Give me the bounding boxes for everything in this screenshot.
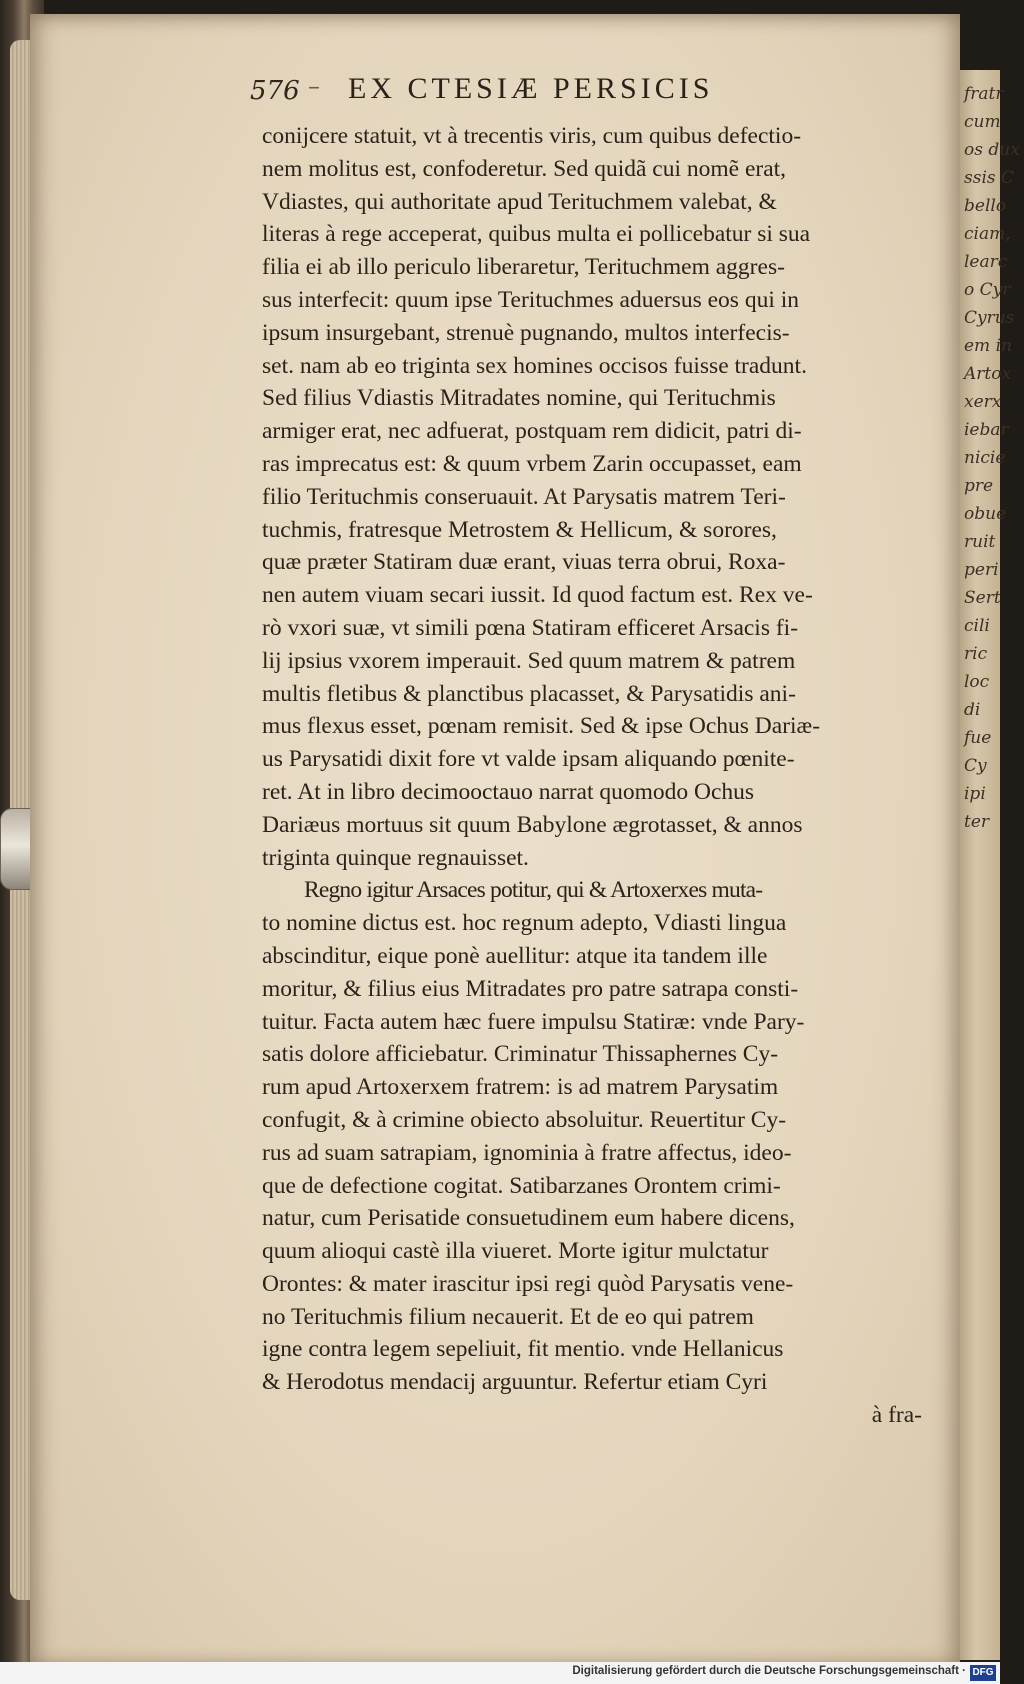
text-line: & Herodotus mendacij arguuntur. Refertur etiam Cyri: [262, 1369, 768, 1396]
header-dash: –: [308, 72, 320, 100]
text-line: Dariæus mortuus sit quum Babylone ægrotasset, & annos: [262, 811, 803, 838]
right-page-fragment: Artox: [964, 364, 1012, 384]
right-page-fragment: obue: [964, 504, 1007, 524]
right-page-fragment: peri: [964, 560, 999, 580]
text-line: Vdiastes, qui authoritate apud Terituchmem valebat, &: [262, 188, 777, 215]
right-page-fragment: o Cyr: [964, 280, 1011, 300]
right-page-fragment: ciam,: [964, 224, 1011, 244]
text-line: multis fletibus & planctibus placasset, & Parysatidis ani-: [262, 680, 796, 707]
footer-credit: Digitalisierung gefördert durch die Deutsche Forschungsgemeinschaft ·: [572, 1665, 966, 1677]
text-line: ipsum insurgebant, strenuè pugnando, multos interfecis-: [262, 319, 790, 346]
text-line: nen autem viuam secari iussit. Id quod factum est. Rex ve-: [262, 582, 813, 609]
right-page-fragment: em in: [964, 336, 1012, 356]
body-text: [262, 120, 922, 1432]
text-line: Orontes: & mater irascitur ipsi regi quòd Parysatis vene-: [262, 1270, 794, 1297]
text-line: natur, cum Perisatide consuetudinem eum habere dicens,: [262, 1205, 795, 1232]
text-line: quum alioqui castè illa viueret. Morte igitur mulctatur: [262, 1238, 769, 1265]
text-line: Sed filius Vdiastis Mitradates nomine, qui Terituchmis: [262, 385, 776, 412]
text-line: no Terituchmis filium necauerit. Et de eo qui patrem: [262, 1303, 754, 1330]
text-line: ret. At in libro decimooctauo narrat quomodo Ochus: [262, 778, 755, 805]
text-line: nem molitus est, confoderetur. Sed quidã cui nomẽ erat,: [262, 155, 787, 182]
right-page-fragment: ruit: [964, 532, 996, 552]
catchword: à fra-: [871, 1402, 922, 1429]
text-line: Regno igitur Arsaces potitur, qui & Artoxerxes muta-: [304, 877, 763, 904]
text-line: abscinditur, eique ponè auellitur: atque ita tandem ille: [262, 942, 768, 969]
right-page-fragment: iebar: [964, 420, 1009, 440]
right-page-fragment: di: [964, 700, 981, 720]
right-page-fragment: ipi: [964, 784, 986, 804]
text-line: ras imprecatus est: & quum vrbem Zarin occupasset, eam: [262, 450, 802, 477]
digitization-footer: [0, 1662, 1000, 1684]
right-page-fragment: ssis C: [964, 168, 1015, 188]
right-page-fragment: learc: [964, 252, 1008, 272]
right-page-fragment: cili: [964, 616, 990, 636]
text-line: quæ præter Statiram duæ erant, viuas terra obrui, Roxa-: [262, 549, 786, 576]
text-line: conijcere statuit, vt à trecentis viris, cum quibus defectio-: [262, 123, 802, 149]
text-line: rus ad suam satrapiam, ignominia à fratre affectus, ideo-: [262, 1139, 792, 1166]
right-page-fragment: cum: [964, 112, 1001, 132]
text-line: moritur, & filius eius Mitradates pro patre satrapa consti-: [262, 975, 799, 1002]
right-page-fragment: ter: [964, 812, 990, 832]
text-line: que de defectione cogitat. Satibarzanes Orontem crimi-: [262, 1172, 781, 1199]
text-line: satis dolore afficiebatur. Criminatur Thissaphernes Cy-: [262, 1041, 779, 1068]
right-page-fragment: os dux: [964, 140, 1020, 160]
text-line: us Parysatidi dixit fore vt valde ipsam aliquando pœnite-: [262, 746, 795, 773]
text-line: igne contra legem sepeliuit, fit mentio. vnde Hellanicus: [262, 1336, 784, 1363]
page-header: [250, 70, 810, 110]
text-line: set. nam ab eo triginta sex homines occisos fuisse tradunt.: [262, 352, 807, 379]
text-line: tuchmis, fratresque Metrostem & Hellicum, & sorores,: [262, 516, 777, 543]
right-page-fragment: loc: [964, 672, 990, 692]
text-line: filia ei ab illo periculo liberaretur, Terituchmem aggres-: [262, 254, 785, 281]
text-line: triginta quinque regnauisset.: [262, 844, 529, 871]
right-page-fragment: xerx: [964, 392, 1002, 412]
right-page-fragment: Cy: [964, 756, 987, 776]
right-page-fragment: nicie: [964, 448, 1006, 468]
running-title: EX CTESIÆ PERSICIS: [348, 72, 714, 105]
text-line: mus flexus esset, pœnam remisit. Sed & ipse Ochus Dariæ-: [262, 713, 821, 740]
right-page-fragment: pre: [964, 476, 994, 496]
text-line: rum apud Artoxerxem fratrem: is ad matrem Parysatim: [262, 1074, 779, 1101]
right-page-fragment: bello: [964, 196, 1007, 216]
right-page-fragment: fue: [964, 728, 992, 748]
right-facing-page: [960, 70, 1020, 1660]
text-line: sus interfecit: quum ipse Terituchmes aduersus eos qui in: [262, 286, 800, 313]
page-number: 576: [250, 76, 300, 106]
text-line: filio Terituchmis conseruauit. At Parysatis matrem Teri-: [262, 483, 786, 510]
text-line: literas à rege acceperat, quibus multa ei pollicebatur si sua: [262, 221, 811, 248]
right-page-fragment: Cyrus: [964, 308, 1015, 328]
right-page-fragment: Sert: [964, 588, 1001, 608]
right-page-fragment: fratr: [964, 84, 1004, 104]
text-line: lij ipsius vxorem imperauit. Sed quum matrem & patrem: [262, 647, 796, 674]
text-line: rò vxori suæ, vt simili pœna Statiram efficeret Arsacis fi-: [262, 614, 799, 641]
text-line: tuitur. Facta autem hæc fuere impulsu Statiræ: vnde Pary-: [262, 1008, 805, 1035]
right-page-fragment: ric: [964, 644, 988, 664]
right-page-text-fragments: [964, 80, 1024, 836]
text-line: armiger erat, nec adfuerat, postquam rem didicit, patri di-: [262, 418, 802, 445]
text-line: to nomine dictus est. hoc regnum adepto, Vdiasti lingua: [262, 910, 787, 937]
dfg-logo: DFG: [970, 1665, 996, 1681]
text-line: confugit, & à crimine obiecto absoluitur. Reuertitur Cy-: [262, 1106, 787, 1133]
